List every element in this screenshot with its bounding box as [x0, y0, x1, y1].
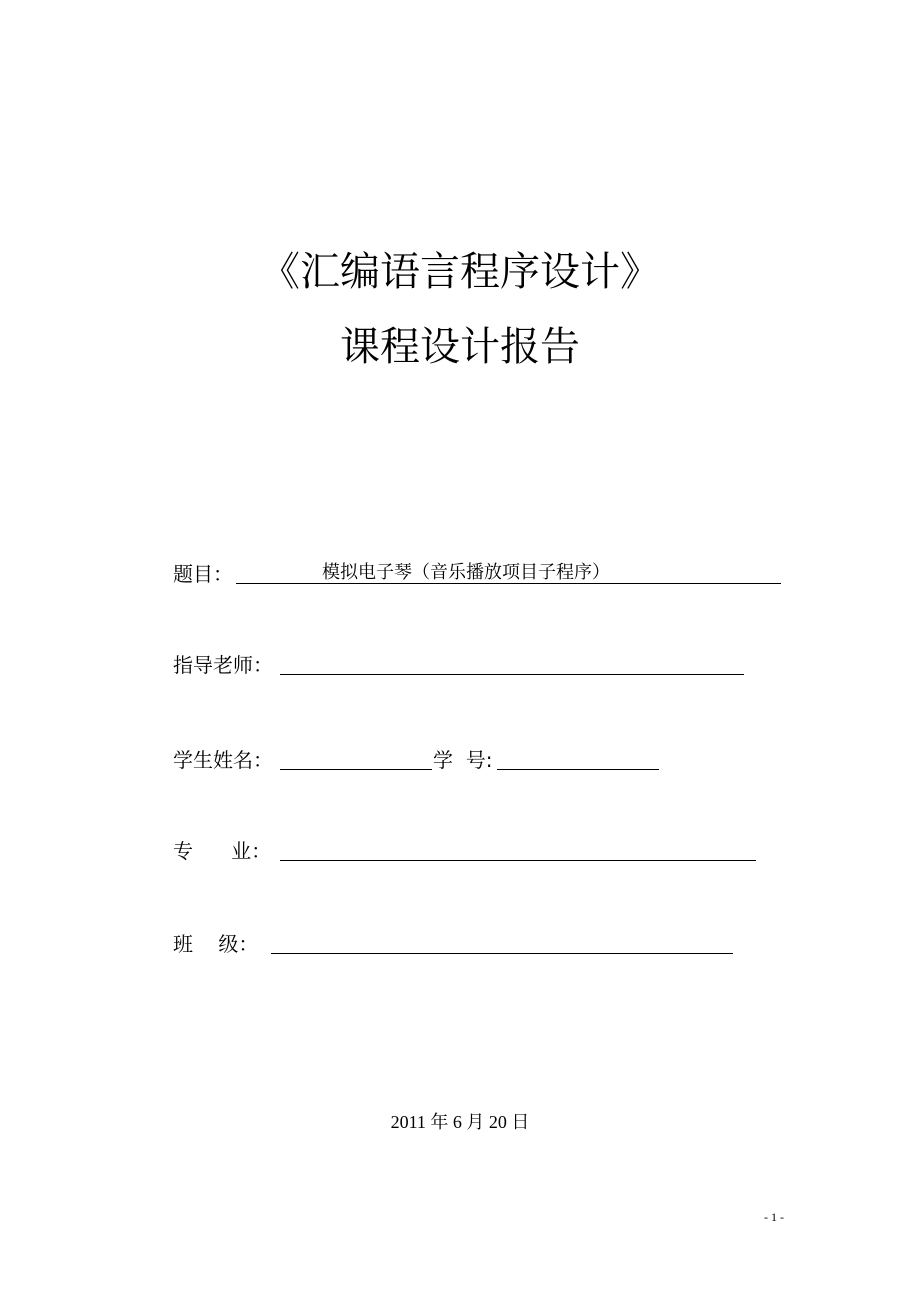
major-line [280, 836, 756, 861]
advisor-label: 指导老师： [173, 653, 273, 677]
major-field [173, 836, 773, 866]
class-line [271, 929, 733, 954]
course-title: 《汇编语言程序设计》 [260, 249, 660, 295]
topic-value: 模拟电子琴（音乐播放项目子程序） [322, 562, 610, 583]
major-label: 专 业： [173, 839, 272, 863]
report-title: 课程设计报告 [340, 324, 580, 370]
class-label: 班 级： [173, 932, 259, 956]
student-id-line [497, 745, 659, 770]
advisor-line [280, 650, 744, 675]
student-id-label: 学 号: [433, 748, 493, 772]
student-name-line [280, 745, 432, 770]
student-name-label: 学生姓名： [173, 748, 273, 772]
student-info-field [173, 745, 673, 775]
topic-line [236, 559, 781, 584]
class-field [173, 929, 773, 959]
topic-label: 题目： [173, 562, 233, 586]
report-date: 2011 年 6 月 20 日 [390, 1112, 530, 1132]
topic-field [173, 559, 793, 589]
advisor-field [173, 650, 773, 680]
page-number: - 1 - [764, 1210, 784, 1224]
